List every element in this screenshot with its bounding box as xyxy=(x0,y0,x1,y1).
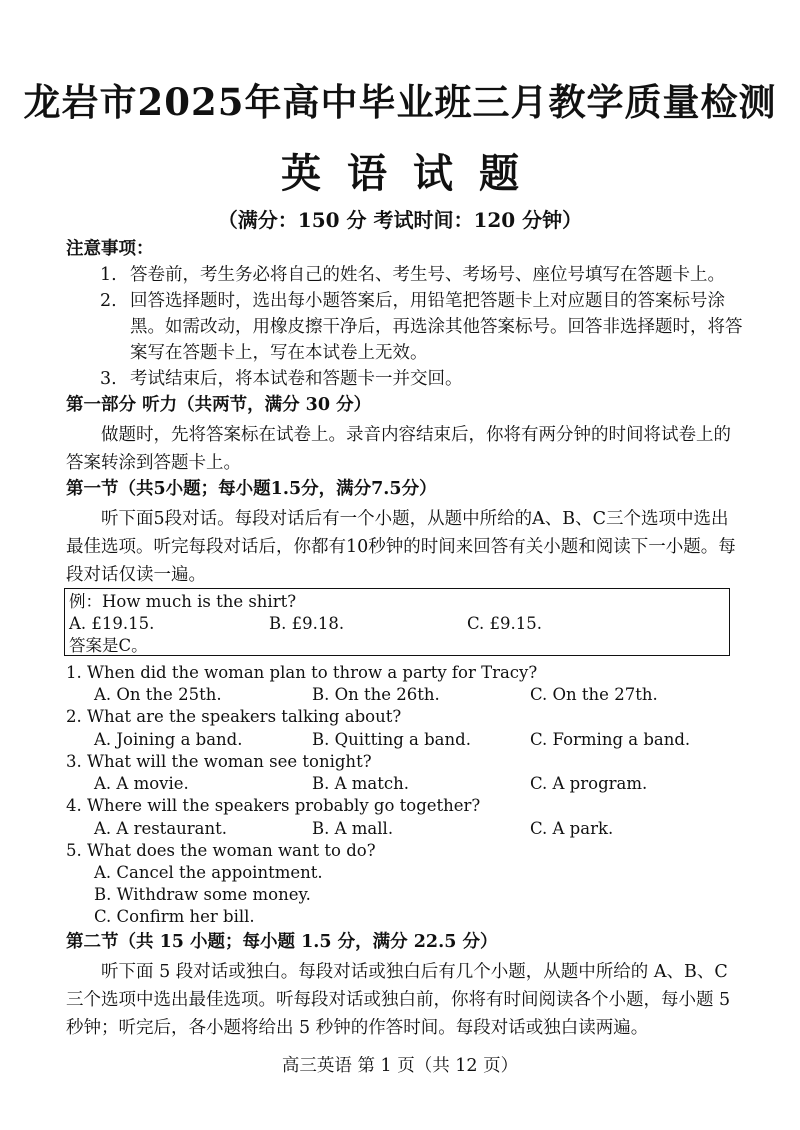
example-options xyxy=(69,613,725,635)
example-question: 例：How much is the shirt? xyxy=(69,592,297,611)
question-stem: 2. What are the speakers talking about? xyxy=(66,707,402,726)
question-stem: 1. When did the woman plan to throw a party for Tracy? xyxy=(66,663,538,682)
option-b: B. A mall. xyxy=(312,819,394,838)
section1-instructions: 听下面5段对话。每段对话后有一个小题，从题中所给的A、B、C三个选项中选出最佳选项。听完每段对话后，你都有10秒钟的时间来回答有关小题和阅读下一小题。每段对话仅读一遍。 xyxy=(66,509,736,585)
option-a: A. Cancel the appointment. xyxy=(94,863,323,882)
question-stem: 3. What will the woman see tonight? xyxy=(66,752,372,771)
subject-title: 英语试题 xyxy=(281,150,545,197)
example-answer: 答案是C。 xyxy=(69,636,148,655)
option-a: A. A restaurant. xyxy=(94,819,228,838)
notes-heading: 注意事项： xyxy=(66,239,154,259)
option-b: B. On the 26th. xyxy=(312,685,440,704)
note-item xyxy=(100,262,750,288)
option-c: C. On the 27th. xyxy=(530,685,658,704)
note-number: 2. xyxy=(100,291,117,311)
note-text: 回答选择题时，选出每小题答案后，用铅笔把答题卡上对应题目的答案标号涂黑。如需改动，用橡皮擦干净后，再选涂其他答案标号。回答非选择题时，将答案写在答题卡上，写在本试卷上无效。 xyxy=(130,291,743,363)
exam-title: 龙岩市2025年高中毕业班三月教学质量检测 xyxy=(23,80,777,124)
option-c: C. Forming a band. xyxy=(530,730,691,749)
score-time-info: （满分：150 分 考试时间：120 分钟） xyxy=(217,208,583,232)
option-c: C. Confirm her bill. xyxy=(94,907,255,926)
note-text: 答卷前，考生务必将自己的姓名、考生号、考场号、座位号填写在答题卡上。 xyxy=(130,265,725,285)
note-number: 3. xyxy=(100,369,117,389)
section2-instructions: 听下面 5 段对话或独白。每段对话或独白后有几个小题，从题中所给的 A、B、C 三个选项中选出最佳选项。听每段对话或独白前，你将有时间阅读各个小题，每小题 5 秒钟；听完后，各小题将给出 5 秒钟的作答时间。每段对话或独白读两遍。 xyxy=(66,962,731,1038)
question-stem: 5. What does the woman want to do? xyxy=(66,841,376,860)
example-option-a: A. £19.15. xyxy=(69,614,155,633)
example-option-b: B. £9.18. xyxy=(269,614,345,633)
example-box xyxy=(64,588,730,656)
section1-heading: 第一节（共5小题；每小题1.5分，满分7.5分） xyxy=(66,479,437,499)
option-a: A. A movie. xyxy=(94,774,189,793)
option-b: B. Quitting a band. xyxy=(312,730,471,749)
option-b: B. Withdraw some money. xyxy=(94,885,311,904)
part1-instructions: 做题时，先将答案标在试卷上。录音内容结束后，你将有两分钟的时间将试卷上的答案转涂到答题卡上。 xyxy=(66,425,731,473)
option-a: A. Joining a band. xyxy=(94,730,243,749)
question-stem: 4. Where will the speakers probably go together? xyxy=(66,796,481,815)
section2-heading: 第二节（共 15 小题；每小题 1.5 分，满分 22.5 分） xyxy=(66,932,498,952)
example-option-c: C. £9.15. xyxy=(467,614,543,633)
note-item xyxy=(100,366,750,392)
note-number: 1. xyxy=(100,265,117,285)
option-c: C. A park. xyxy=(530,819,614,838)
part1-heading: 第一部分 听力（共两节，满分 30 分） xyxy=(66,395,372,415)
option-a: A. On the 25th. xyxy=(94,685,222,704)
page-footer: 高三英语 第 1 页（共 12 页） xyxy=(281,1056,519,1076)
note-item xyxy=(100,288,750,366)
note-text: 考试结束后，将本试卷和答题卡一并交回。 xyxy=(130,369,463,389)
option-b: B. A match. xyxy=(312,774,410,793)
option-c: C. A program. xyxy=(530,774,648,793)
